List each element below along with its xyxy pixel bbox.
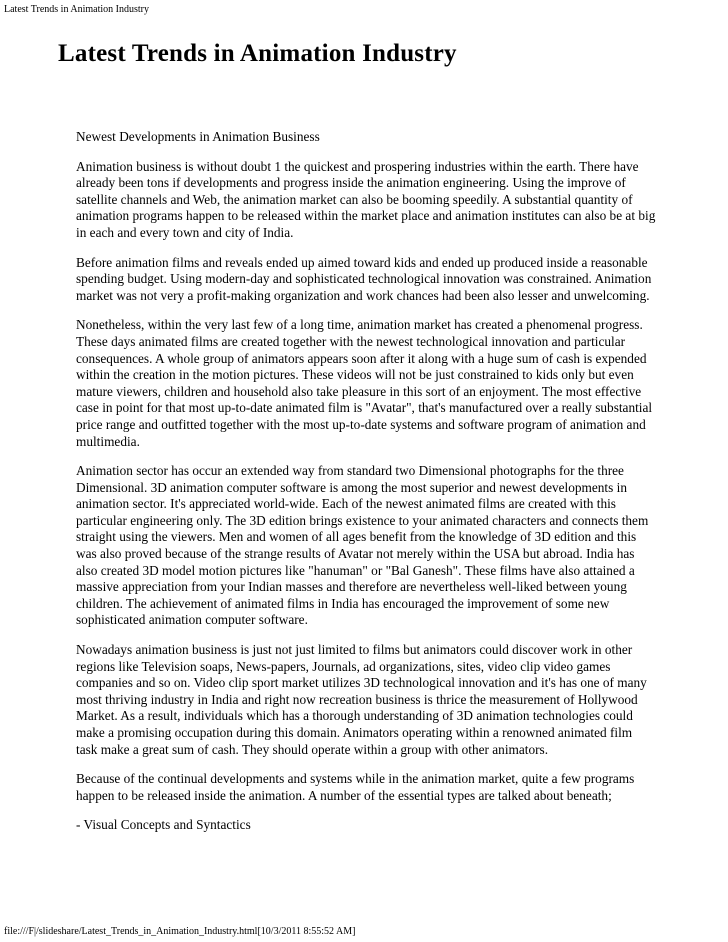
- paragraph-5: Nowadays animation business is just not just limited to films but animators could discover work in other regions like Television soaps, News-papers, Journals, ad organizations, sites, video clip video games companies and so on. Video clip sport market utilizes 3D technological innovation and it's has one of many most thriving industry in India and right now recreation business is thrice the measurement of Hollywood Market. As a result, individuals which has a thorough understanding of 3D animation technologies could make a promising occupation during this domain. Animators operating within a renowned animated film task make a great sum of cash. They should operate within a group with other animators.: [76, 642, 647, 757]
- print-footer-url: file:///F|/slideshare/Latest_Trends_in_Animation_Industry.html[10/3/2011 8:55:52 AM]: [4, 926, 356, 937]
- paragraph-3: Nonetheless, within the very last few of a long time, animation market has created a phenomenal progress. These days animated films are created together with the newest technological innovation and particular consequences. A whole group of animators appears soon after it along with a huge sum of cash is expended within the creation in the motion pictures. These videos will not be just constrained to kids only but even mature viewers, children and household also take pleasure in this sort of an enjoyment. The most effective case in point for that most up-to-date animated film is "Avatar", that's manufactured over a really substantial price range and outfitted together with the most up-to-date systems and software program of animation and multimedia.: [76, 317, 653, 449]
- list-item-visual-concepts: - Visual Concepts and Syntactics: [76, 817, 251, 833]
- article-body: [76, 129, 656, 847]
- paragraph-2: Before animation films and reveals ended up aimed toward kids and ended up produced inside a reasonable spending budget. Using modern-day and sophisticated technological innovation was constrained. Animation market was not very a profit-making organization and work chances had been also lesser and unwelcoming.: [76, 254, 652, 303]
- paragraph-6: Because of the continual developments and systems while in the animation market, quite a few programs happen to be released inside the animation. A number of the essential types are talked about beneath;: [76, 771, 635, 803]
- paragraph-4: Animation sector has occur an extended way from standard two Dimensional photographs for the three Dimensional. 3D animation computer software is among the most superior and newest developments in animation sector. It's appreciated world-wide. Each of the newest animated films are created with this particular engineering only. The 3D edition brings existence to your animated characters and connects them straight using the viewers. Men and women of all ages benefit from the knowledge of 3D edition and this was also proved because of the strange results of Avatar not merely within the USA but abroad. India has also created 3D model motion pictures like "hanuman" or "Bal Ganesh". These films have also attained a massive appreciation from your Indian masses and therefore are nevertheless well-liked between young children. The achievement of animated films in India has encouraged the improvement of some new sophisticated animation computer software.: [76, 463, 649, 628]
- paragraph-1: Animation business is without doubt 1 the quickest and prospering industries within the earth. There have already been tons if developments and progress inside the animation engineering. Using the improve of satellite channels and Web, the animation market can also be booming speedily. A substantial quantity of animation programs happen to be released within the market place and animation institutes can also be at big in each and every town and city of India.: [76, 158, 656, 240]
- page-title: Latest Trends in Animation Industry: [58, 40, 457, 67]
- article-subtitle: Newest Developments in Animation Business: [76, 129, 320, 144]
- print-header: Latest Trends in Animation Industry: [4, 4, 149, 15]
